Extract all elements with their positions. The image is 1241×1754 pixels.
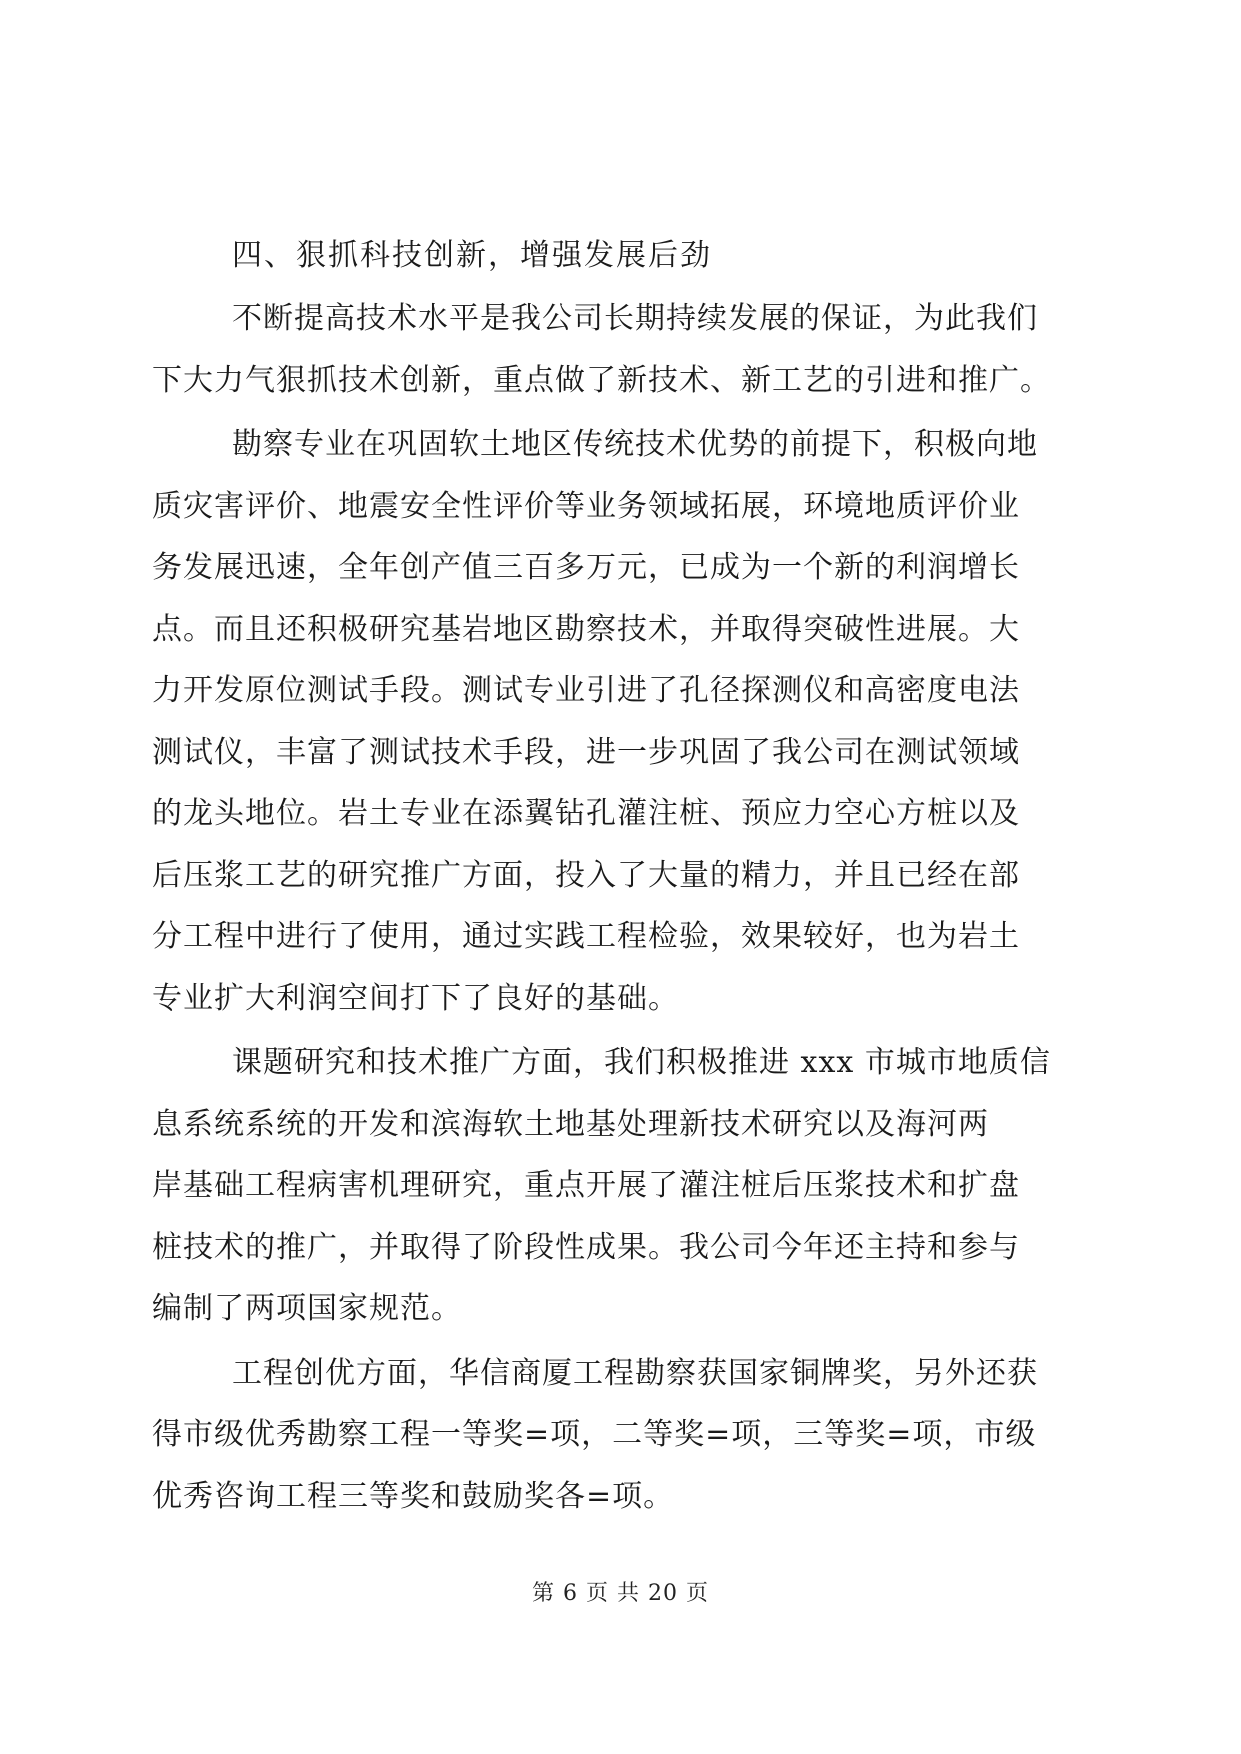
paragraph-line: 质灾害评价、地震安全性评价等业务领域拓展，环境地质评价业 [152, 488, 1020, 524]
paragraph-line: 下大力气狠抓技术创新，重点做了新技术、新工艺的引进和推广。 [152, 362, 1051, 398]
paragraph-line: 工程创优方面，华信商厦工程勘察获国家铜牌奖，另外还获 [232, 1355, 1038, 1391]
paragraph-line: 息系统系统的开发和滨海软土地基处理新技术研究以及海河两 [152, 1106, 989, 1142]
paragraph-line: 务发展迅速，全年创产值三百多万元，已成为一个新的利润增长 [152, 550, 1020, 585]
paragraph-line: 岸基础工程病害机理研究，重点开展了灌注桩后压浆技术和扩盘 [152, 1168, 1020, 1203]
document-body [152, 226, 1082, 1530]
paragraph-line: 勘察专业在巩固软土地区传统技术优势的前提下，积极向地 [232, 427, 1038, 462]
paragraph-line: 课题研究和技术推广方面，我们积极推进 xxx 市城市地质信 [232, 1045, 1051, 1080]
paragraph [152, 288, 1082, 411]
paragraph-line: 不断提高技术水平是我公司长期持续发展的保证，为此我们 [232, 301, 1038, 336]
paragraph [152, 1343, 1082, 1528]
paragraph-line: 专业扩大利润空间打下了良好的基础。 [152, 980, 679, 1016]
paragraph-line: 分工程中进行了使用，通过实践工程检验，效果较好，也为岩土 [152, 919, 1020, 954]
paragraph-line: 优秀咨询工程三等奖和鼓励奖各=项。 [152, 1478, 675, 1514]
paragraph [152, 414, 1082, 1029]
page-number-footer: 第 6 页 共 20 页 [532, 1581, 709, 1606]
paragraph [152, 1032, 1082, 1340]
paragraph-line: 力开发原位测试手段。测试专业引进了孔径探测仪和高密度电法 [152, 673, 1020, 708]
paragraph-line: 的龙头地位。岩土专业在添翼钻孔灌注桩、预应力空心方桩以及 [152, 796, 1020, 831]
paragraph-line: 编制了两项国家规范。 [152, 1291, 462, 1326]
section-heading: 四、狠抓科技创新，增强发展后劲 [232, 238, 712, 273]
paragraph-line: 桩技术的推广，并取得了阶段性成果。我公司今年还主持和参与 [152, 1229, 1020, 1265]
paragraph-line: 得市级优秀勘察工程一等奖=项，二等奖=项，三等奖=项，市级 [152, 1417, 1037, 1452]
paragraph-line: 测试仪，丰富了测试技术手段，进一步巩固了我公司在测试领域 [152, 734, 1020, 770]
paragraph-line: 点。而且还积极研究基岩地区勘察技术，并取得突破性进展。大 [152, 611, 1020, 647]
paragraph-line: 后压浆工艺的研究推广方面，投入了大量的精力，并且已经在部 [152, 857, 1020, 893]
